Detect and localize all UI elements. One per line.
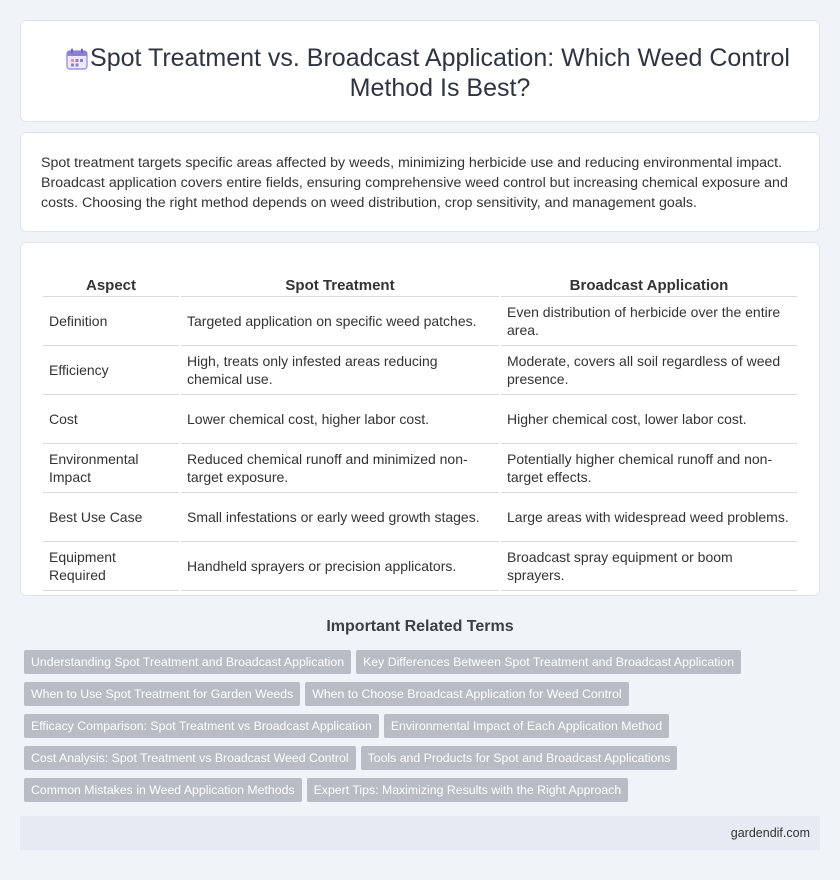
related-term-tag[interactable]: Expert Tips: Maximizing Results with the Right Approach [307,778,629,802]
intro-paragraph: Spot treatment targets specific areas affected by weeds, minimizing herbicide use and reducing environmental impact. Broadcast application covers entire fields, ensuring comprehensive weed control but increasing chemical exposure and costs. Choosing the right method depends on weed distribution, crop sensitivity, and management goals. [41,155,788,211]
related-term-tag[interactable]: Tools and Products for Spot and Broadcast Applications [361,746,678,770]
table-cell-broadcast: Broadcast spray equipment or boom sprayers. [501,542,797,591]
table-cell-broadcast: Moderate, covers all soil regardless of weed presence. [501,346,797,395]
table-cell-aspect: Efficiency [43,346,179,395]
table-cell-broadcast: Even distribution of herbicide over the entire area. [501,297,797,346]
related-term-tag[interactable]: Key Differences Between Spot Treatment and Broadcast Application [356,650,741,674]
tag-row [24,746,824,778]
table-row [43,297,797,346]
column-header-spot-treatment: Spot Treatment [181,277,499,297]
table-cell-spot: Handheld sprayers or precision applicators. [181,542,499,591]
related-terms-title: Important Related Terms [326,618,514,635]
table-cell-broadcast: Higher chemical cost, lower labor cost. [501,395,797,444]
page-title: Spot Treatment vs. Broadcast Application: Which Weed Control Method Is Best? [90,44,790,102]
table-row [43,493,797,542]
intro-card [20,132,820,232]
related-term-tag[interactable]: Environmental Impact of Each Application Method [384,714,669,738]
table-cell-aspect: Equipment Required [43,542,179,591]
tag-row [24,778,824,810]
comparison-table-card [20,242,820,596]
table-cell-spot: Reduced chemical runoff and minimized non-target exposure. [181,444,499,493]
related-term-tag[interactable]: When to Use Spot Treatment for Garden Weeds [24,682,300,706]
table-cell-spot: High, treats only infested areas reducing chemical use. [181,346,499,395]
table-row [43,444,797,493]
table-cell-broadcast: Potentially higher chemical runoff and non-target effects. [501,444,797,493]
related-term-tag[interactable]: When to Choose Broadcast Application for Weed Control [305,682,628,706]
table-row [43,395,797,444]
tag-row [24,714,824,746]
table-cell-aspect: Cost [43,395,179,444]
comparison-table [41,277,799,591]
table-cell-aspect: Environmental Impact [43,444,179,493]
related-term-tag[interactable]: Understanding Spot Treatment and Broadcast Application [24,650,351,674]
footer [20,816,820,850]
related-term-tag[interactable]: Common Mistakes in Weed Application Methods [24,778,302,802]
table-cell-broadcast: Large areas with widespread weed problems. [501,493,797,542]
header-card [20,20,820,122]
table-cell-aspect: Definition [43,297,179,346]
table-cell-spot: Targeted application on specific weed patches. [181,297,499,346]
tag-row [24,682,824,714]
related-term-tag[interactable]: Cost Analysis: Spot Treatment vs Broadcast Weed Control [24,746,356,770]
tag-row [24,650,824,682]
table-cell-spot: Small infestations or early weed growth stages. [181,493,499,542]
table-cell-spot: Lower chemical cost, higher labor cost. [181,395,499,444]
table-cell-aspect: Best Use Case [43,493,179,542]
table-row [43,346,797,395]
table-header-row [43,277,797,297]
column-header-broadcast-application: Broadcast Application [501,277,797,297]
footer-site-link[interactable]: gardendif.com [730,826,810,840]
related-terms-list [24,650,824,810]
table-row [43,542,797,591]
related-term-tag[interactable]: Efficacy Comparison: Spot Treatment vs Broadcast Application [24,714,379,738]
column-header-aspect: Aspect [43,277,179,297]
